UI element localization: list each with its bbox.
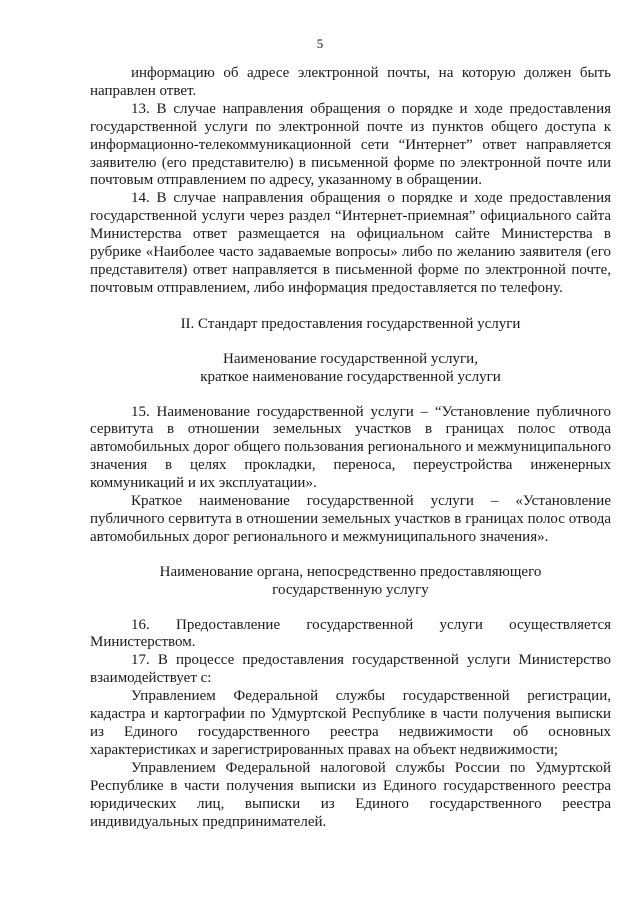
- paragraph-16: 16. Предоставление государственной услуги осуществляется Министерством.: [90, 616, 611, 651]
- paragraph-14: 14. В случае направления обращения о порядке и ходе предоставления государственной услуги через раздел “Интернет-приемная” официального сайта Министерства ответ размещается на официальном сайте Министерства в рубрике «Наиболее часто задаваемые вопросы» либо по желанию заявителя (его представителя) ответ направляется в письменной форме по электронной почте, почтовым отправлением, либо информация предоставляется по телефону.: [90, 190, 611, 296]
- paragraph-17: 17. В процессе предоставления государственной услуги Министерство взаимодействует с:: [90, 652, 611, 687]
- paragraph-15-short-name: Краткое наименование государственной услуги – «Установление публичного сервитута в отношении земельных участков в границах полос отвода автомобильных дорог регионального и межмуниципального значения».: [90, 493, 611, 545]
- paragraph-17-rosreestr: Управлением Федеральной службы государственной регистрации, кадастра и картографии по Удмуртской Республике в части получения выписки из Единого государственного реестра недвижимости об основных характеристиках и зарегистрированных правах на объект недвижимости;: [90, 688, 611, 758]
- subheading-2-line-2: государственную услугу: [272, 581, 429, 598]
- subheading-1-line-2: краткое наименование государственной услуги: [200, 368, 501, 385]
- subheading-1-line-1: Наименование государственной услуги,: [223, 350, 478, 367]
- paragraph-17-tax-service: Управлением Федеральной налоговой службы России по Удмуртской Республике в части получения выписки из Единого государственного реестра юридических лиц, выписки из Единого государственного реестра индивидуальных предпринимателей.: [90, 759, 611, 830]
- page-number: 5: [316, 36, 324, 51]
- section-title: II. Стандарт предоставления государственной услуги: [180, 315, 521, 332]
- document-body: [90, 65, 611, 831]
- paragraph-15: 15. Наименование государственной услуги – “Установление публичного сервитута в отношении земельных участков в границах полос отвода автомобильных дорог общего пользования регионального и межмуниципального значения в целях прокладки, переноса, переустройства инженерных коммуникаций и их эксплуатации».: [90, 403, 611, 492]
- subheading-2-line-1: Наименование органа, непосредственно предоставляющего: [159, 563, 542, 580]
- paragraph-continuation: информацию об адресе электронной почты, на которую должен быть направлен ответ.: [90, 65, 611, 99]
- paragraph-13: 13. В случае направления обращения о порядке и ходе предоставления государственной услуги по электронной почте из пунктов общего доступа к информационно-телекоммуникационной сети “Интернет” ответ направляется заявителю (его представителю) в письменной форме по электронной почте или почтовым отправлением по адресу, указанному в обращении.: [90, 100, 611, 189]
